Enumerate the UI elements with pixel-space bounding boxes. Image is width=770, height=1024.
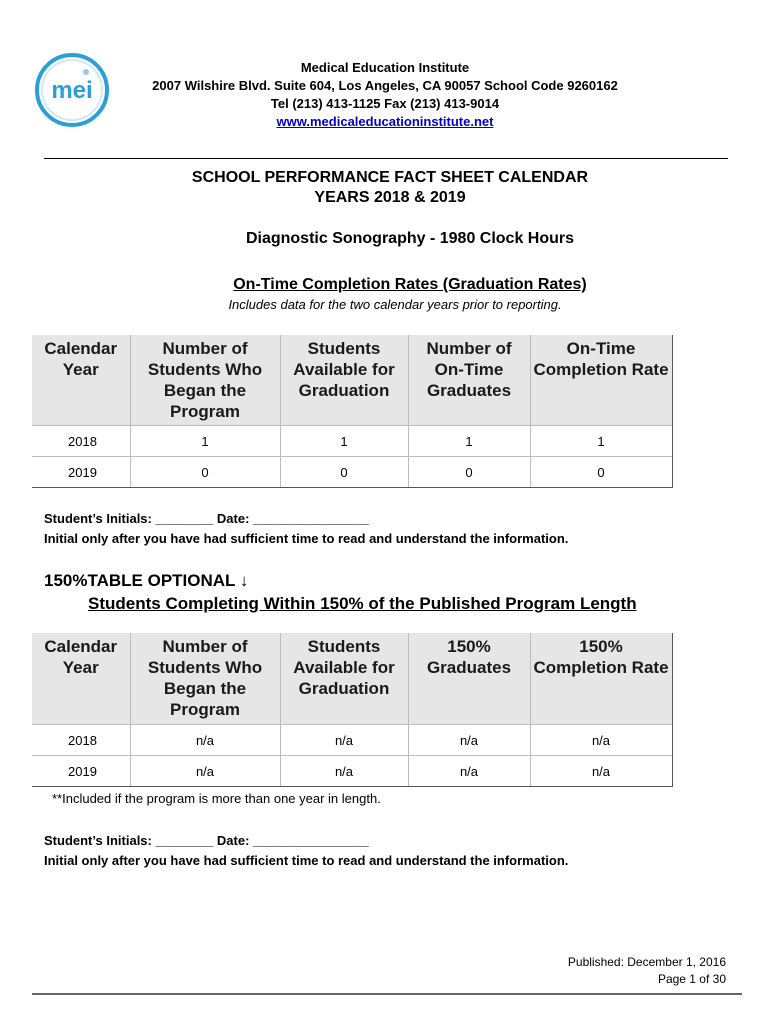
table-row — [32, 456, 672, 487]
initials-line: Student’s Initials: ________ Date: ________________ — [44, 511, 369, 526]
table-header: Number of Students Who Began the Program — [130, 633, 280, 724]
table-header: Calendar Year — [32, 633, 130, 724]
completion-rate-table — [32, 335, 673, 488]
table-cell: n/a — [530, 724, 672, 755]
table-header: On-Time Completion Rate — [530, 335, 672, 425]
website-link[interactable]: www.medicaleducationinstitute.net — [276, 114, 494, 129]
table-cell: 2019 — [32, 456, 130, 487]
header-divider — [44, 158, 728, 159]
table-cell: 0 — [280, 456, 408, 487]
completion-150-table — [32, 633, 673, 787]
section2-footnote: **Included if the program is more than one year in length. — [52, 791, 381, 806]
footer-divider — [32, 993, 742, 995]
table-cell: 0 — [530, 456, 672, 487]
section1-note: Includes data for the two calendar years prior to reporting. — [228, 297, 562, 312]
initials-instruction: Initial only after you have had sufficient time to read and understand the information. — [44, 531, 569, 546]
program-name: Diagnostic Sonography - 1980 Clock Hours — [245, 230, 575, 247]
table-cell: n/a — [130, 724, 280, 755]
org-name: Medical Education Institute — [300, 60, 470, 75]
table-header: Students Available for Graduation — [280, 633, 408, 724]
table-cell: 2018 — [32, 724, 130, 755]
section2-label: 150%TABLE OPTIONAL ↓ — [44, 571, 249, 590]
page-number: Page 1 of 30 — [657, 972, 726, 986]
table-cell: 2018 — [32, 425, 130, 456]
initials-instruction-2: Initial only after you have had sufficient time to read and understand the information. — [44, 853, 569, 868]
table-cell: 1 — [408, 425, 530, 456]
table-cell: n/a — [530, 755, 672, 786]
table-cell: n/a — [130, 755, 280, 786]
table-header: 150% Completion Rate — [530, 633, 672, 724]
table-cell: n/a — [280, 755, 408, 786]
logo-text: mei — [51, 77, 93, 104]
section2-heading: Students Completing Within 150% of the Published Program Length — [88, 594, 637, 613]
initials-line-2: Student’s Initials: ________ Date: ________________ — [44, 833, 369, 848]
page-title-line2: YEARS 2018 & 2019 — [314, 189, 466, 206]
org-address: 2007 Wilshire Blvd. Suite 604, Los Angeles, CA 90057 School Code 9260162 — [152, 78, 618, 93]
table-cell: 2019 — [32, 755, 130, 786]
table-header: Number of On-Time Graduates — [408, 335, 530, 425]
table-cell: n/a — [408, 755, 530, 786]
table-row — [32, 755, 672, 786]
table-cell: n/a — [408, 724, 530, 755]
table-header: 150% Graduates — [408, 633, 530, 724]
published-date: Published: December 1, 2016 — [567, 955, 726, 969]
table-row — [32, 425, 672, 456]
table-cell: 0 — [408, 456, 530, 487]
table-cell: n/a — [280, 724, 408, 755]
org-phone: Tel (213) 413-1125 Fax (213) 413-9014 — [270, 96, 500, 111]
table-header: Students Available for Graduation — [280, 335, 408, 425]
table-cell: 1 — [530, 425, 672, 456]
page-title-line1: SCHOOL PERFORMANCE FACT SHEET CALENDAR — [191, 169, 589, 186]
table-cell: 0 — [130, 456, 280, 487]
table-row — [32, 724, 672, 755]
table-cell: 1 — [130, 425, 280, 456]
table-header: Calendar Year — [32, 335, 130, 425]
table-cell: 1 — [280, 425, 408, 456]
section1-heading: On-Time Completion Rates (Graduation Rates) — [233, 276, 587, 293]
table-header: Number of Students Who Began the Program — [130, 335, 280, 425]
